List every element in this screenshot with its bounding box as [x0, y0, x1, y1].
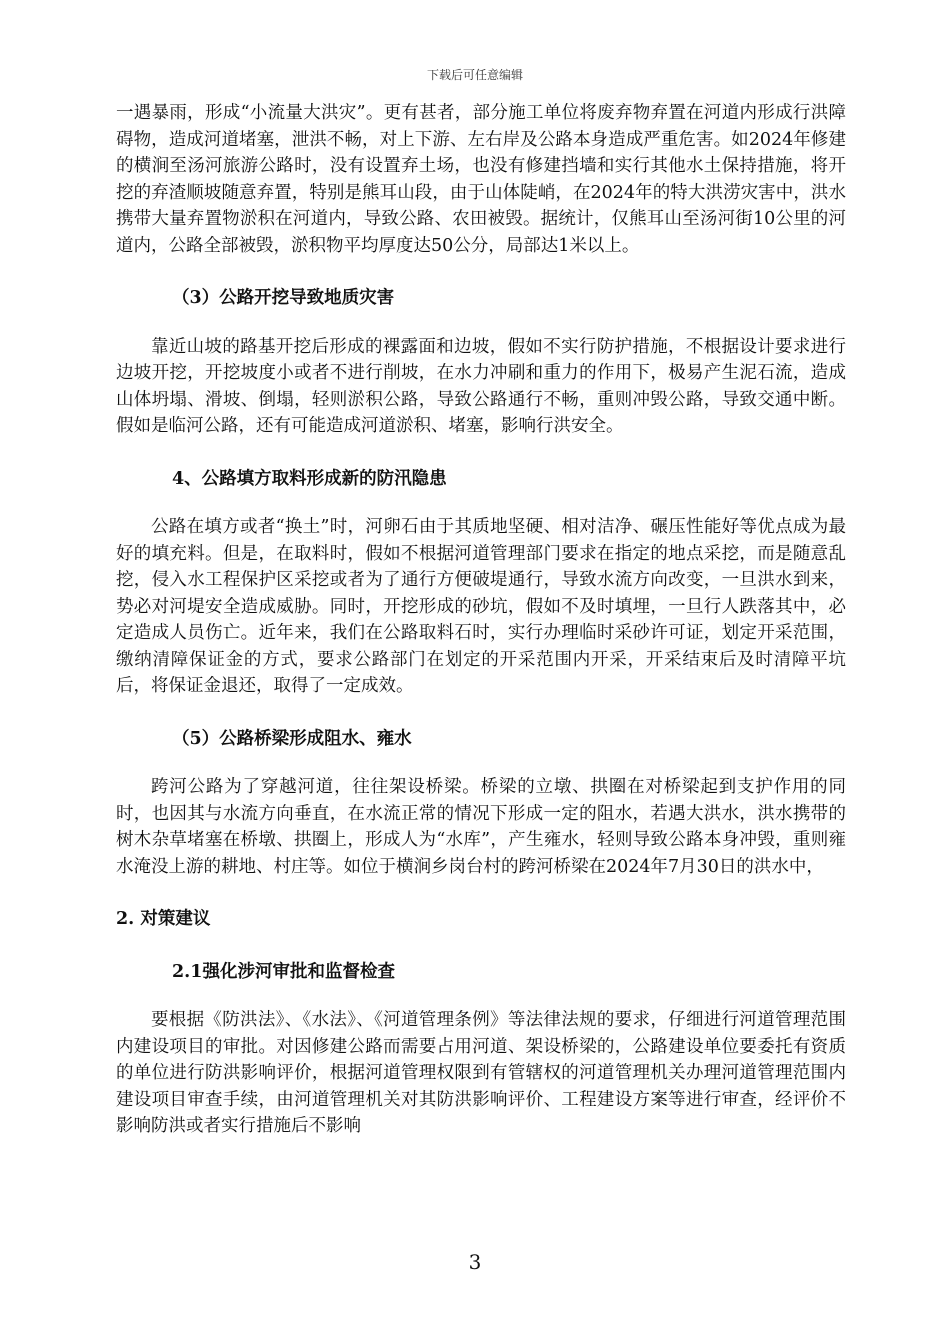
header-note: 下载后可任意编辑 — [426, 68, 523, 82]
paragraph: 靠近山坡的路基开挖后形成的裸露面和边坡，假如不实行防护措施，不根据设计要求进行边坡开挖，开挖坡度小或者不进行削坡，在水力冲刷和重力的作用下，极易产生泥石流，造成山体坍塌、滑坡、倒塌，轻则淤积公路，导致公路通行不畅，重则冲毁公路，导致交通中断。假如是临河公路，还有可能造成河道淤积、堵塞，影响行洪安全。 — [116, 336, 846, 436]
paragraph: 跨河公路为了穿越河道，往往架设桥梁。桥梁的立墩、拱圈在对桥梁起到支护作用的同时，也因其与水流方向垂直，在水流正常的情况下形成一定的阻水，若遇大洪水，洪水携带的树木杂草堵塞在桥墩、拱圈上，形成人为“水库”，产生雍水，轻则导致公路本身冲毁，重则雍水淹没上游的耕地、村庄等。如位于横涧乡岗台村的跨河桥梁在2024年7月30日的洪水中， — [116, 777, 846, 877]
section-heading: 2. 对策建议 — [116, 909, 211, 929]
paragraph: 要根据《防洪法》、《水法》、《河道管理条例》等法律法规的要求，仔细进行河道管理范围内建设项目的审批。对因修建公路而需要占用河道、架设桥梁的，公路建设单位要委托有资质的单位进行防洪影响评价，根据河道管理权限到有管辖权的河道管理机关办理河道管理范围内建设项目审查手续，由河道管理机关对其防洪影响评价、工程建设方案等进行审查，经评价不影响防洪或者实行措施后不影响 — [116, 1010, 846, 1136]
section-heading: 2.1强化涉河审批和监督检查 — [172, 961, 395, 982]
page-content — [116, 100, 846, 1140]
section-heading: 4、公路填方取料形成新的防汛隐患 — [172, 468, 447, 489]
paragraph: 一遇暴雨，形成“小流量大洪灾”。更有甚者，部分施工单位将废弃物弃置在河道内形成行洪障碍物，造成河道堵塞，泄洪不畅，对上下游、左右岸及公路本身造成严重危害。如2024年修建的横涧至汤河旅游公路时，没有设置弃土场，也没有修建挡墙和实行其他水土保持措施，将开挖的弃渣顺坡随意弃置，特别是熊耳山段，由于山体陡峭，在2024年的特大洪涝灾害中，洪水携带大量弃置物淤积在河道内，导致公路、农田被毁。据统计，仅熊耳山至汤河街10公里的河道内，公路全部被毁，淤积物平均厚度达50公分，局部达1米以上。 — [116, 103, 846, 256]
section-heading: （3）公路开挖导致地质灾害 — [172, 288, 395, 308]
section-heading: （5）公路桥梁形成阻水、雍水 — [172, 728, 412, 749]
page-number: 3 — [468, 1250, 482, 1274]
paragraph: 公路在填方或者“换土”时，河卵石由于其质地坚硬、相对洁净、碾压性能好等优点成为最好的填充料。但是，在取料时，假如不根据河道管理部门要求在指定的地点采挖，而是随意乱挖，侵入水工程保护区采挖或者为了通行方便破堤通行，导致水流方向改变，一旦洪水到来，势必对河堤安全造成威胁。同时，开挖形成的砂坑，假如不及时填埋，一旦行人跌落其中，必定造成人员伤亡。近年来，我们在公路取料石时，实行办理临时采砂许可证，划定开采范围，缴纳清障保证金的方式，要求公路部门在划定的开采范围内开采，开采结束后及时清障平坑后，将保证金退还，取得了一定成效。 — [116, 517, 846, 696]
